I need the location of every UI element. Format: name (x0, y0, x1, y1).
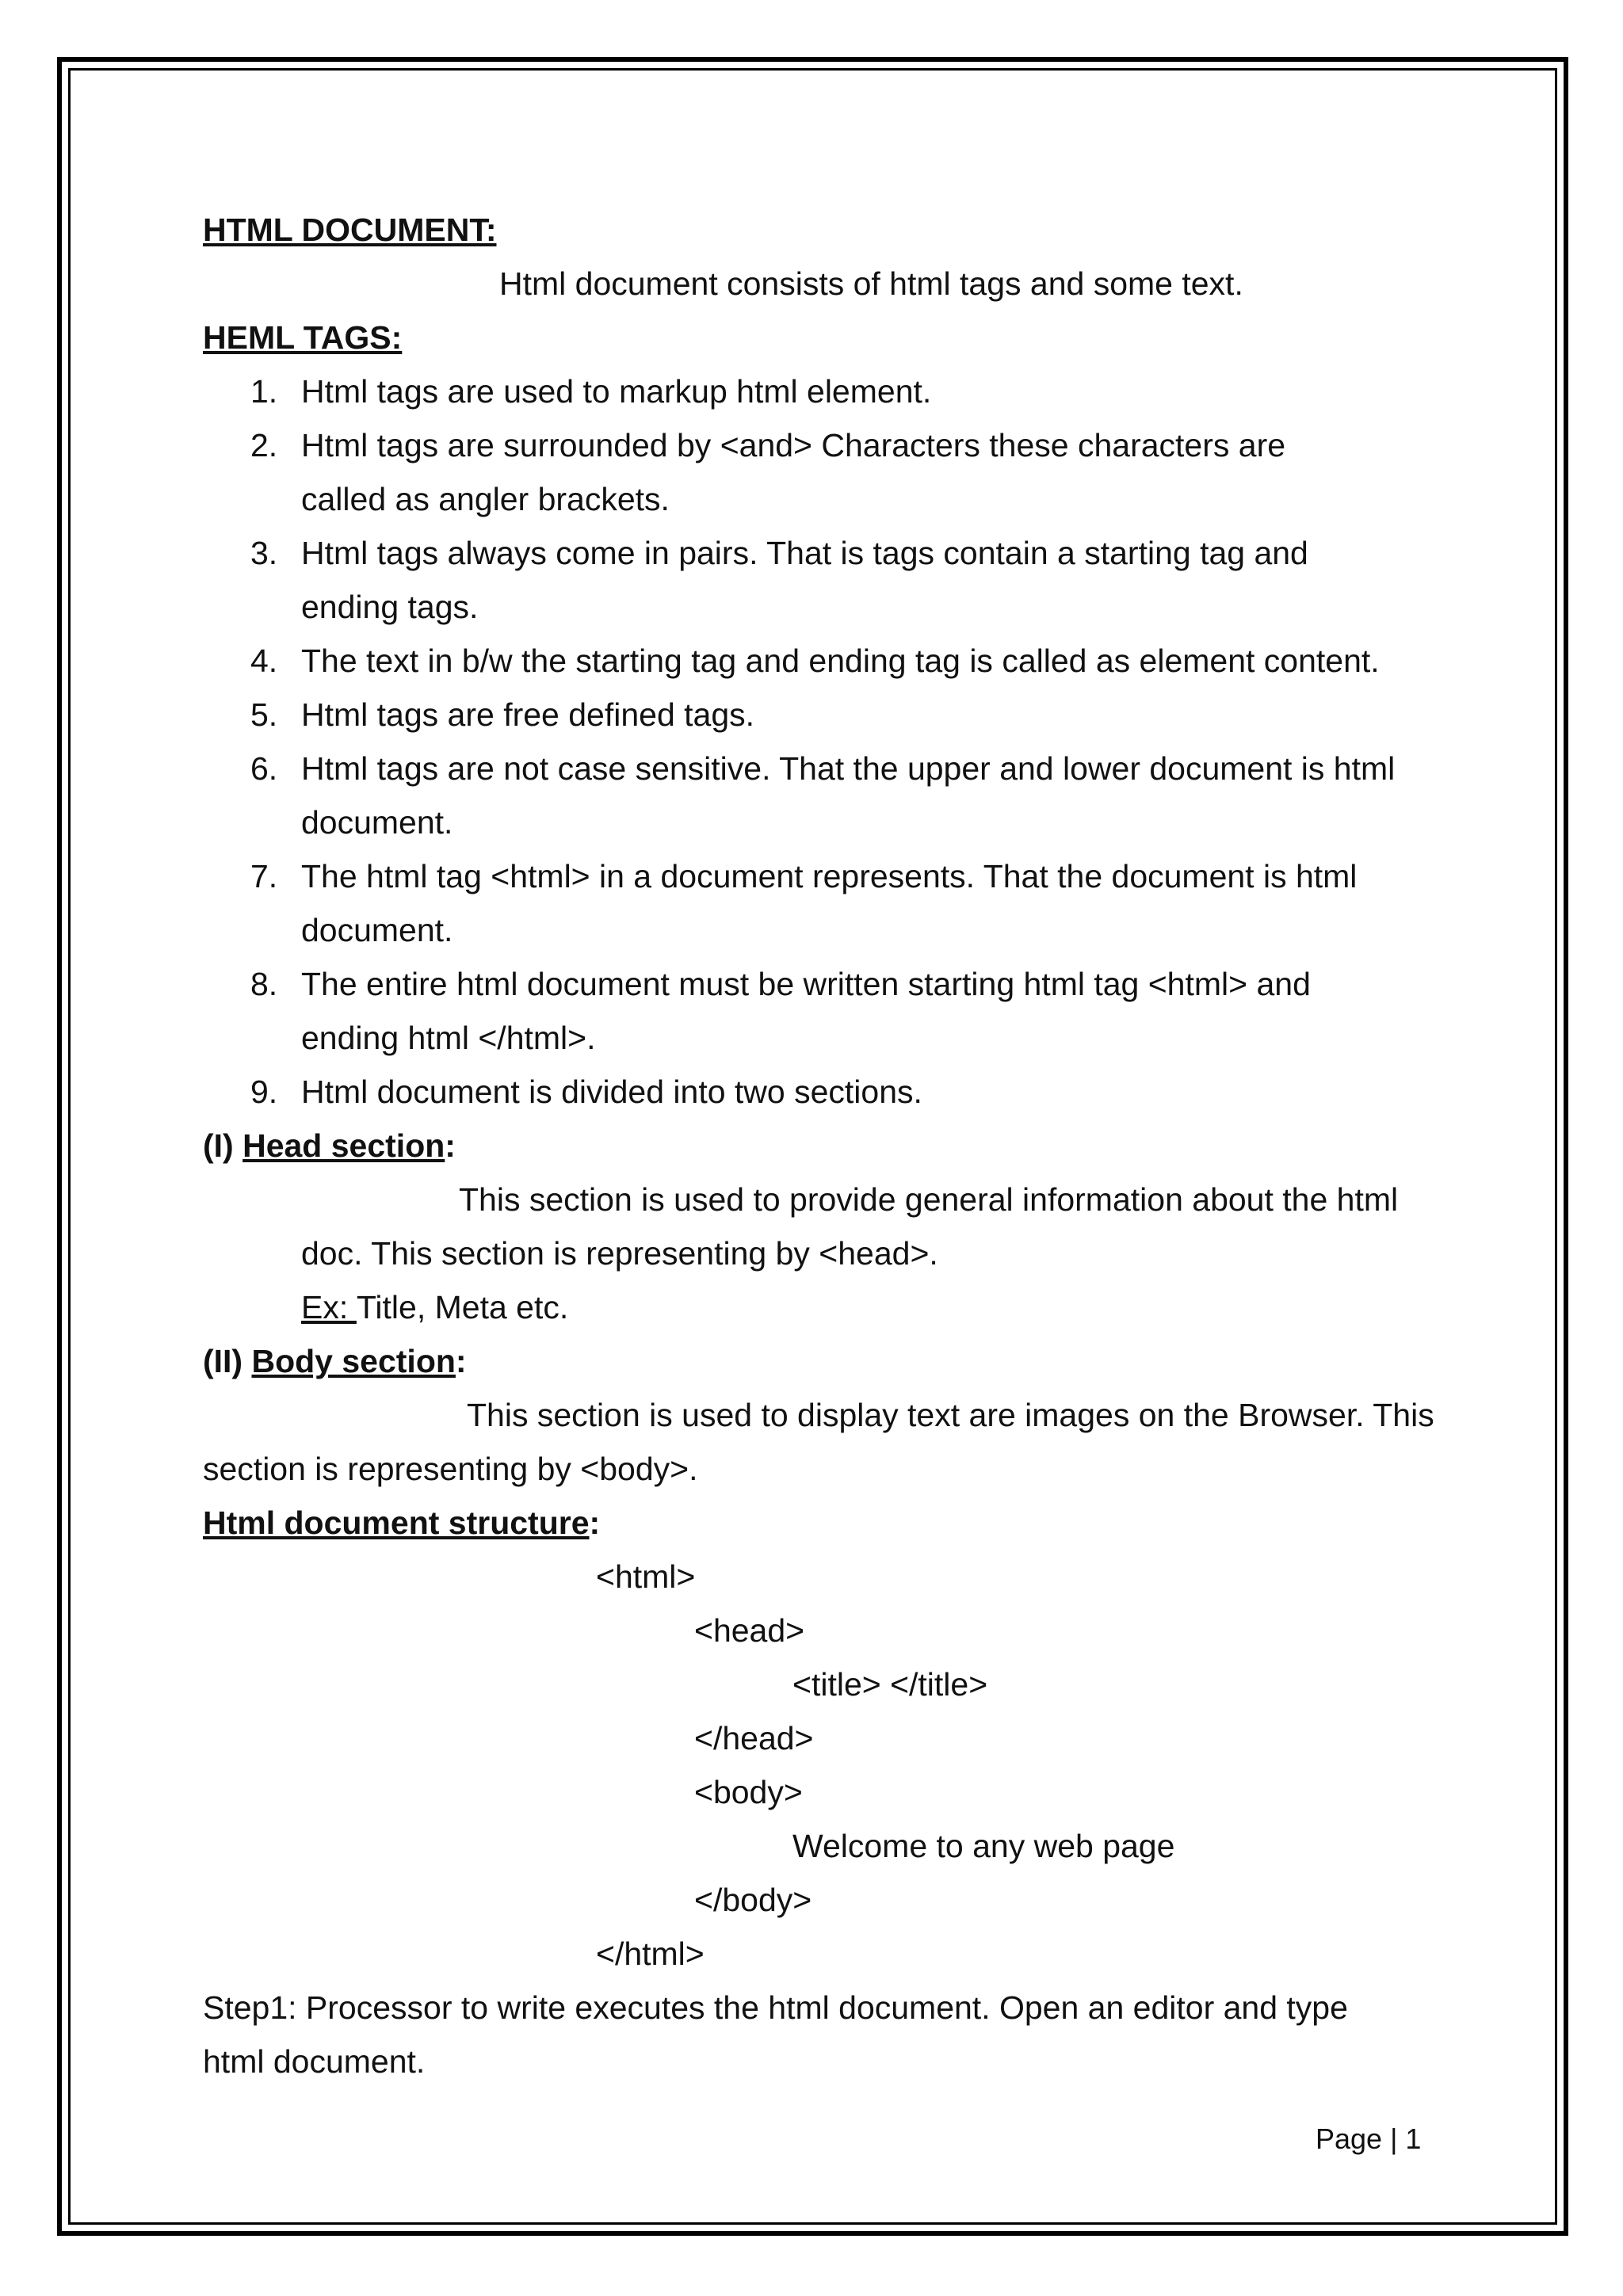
code-structure (203, 1550, 1503, 1981)
code-line-html-open: <html> (596, 1558, 696, 1595)
list-item (203, 418, 1503, 472)
list-number: 3. (250, 535, 278, 571)
list-number: 9. (250, 1074, 278, 1110)
list-number: 2. (250, 427, 278, 463)
list-text: The html tag <html> in a document represents. That the document is html (301, 858, 1358, 894)
list-item (203, 742, 1503, 795)
list-item (203, 364, 1503, 418)
code-line-html-close: </html> (596, 1936, 705, 1972)
list-number: 7. (250, 858, 278, 894)
code-line-body-open: <body> (694, 1774, 803, 1810)
list-text: Html tags are used to markup html element. (301, 373, 932, 410)
list-number: 6. (250, 750, 278, 787)
code-line-title: <title> </title> (792, 1666, 988, 1703)
head-section-prefix: (I) (203, 1127, 243, 1164)
list-item (203, 849, 1503, 903)
example-label: Ex: (301, 1289, 357, 1325)
list-text: Html tags are surrounded by <and> Characters these characters are (301, 427, 1286, 463)
list-text-continued: ending html </html>. (301, 1020, 596, 1056)
body-section-title: Body section (251, 1343, 456, 1379)
head-section-heading (203, 1119, 1503, 1173)
code-line-body-close: </body> (694, 1882, 812, 1918)
list-text: Html tags always come in pairs. That is tags contain a starting tag and (301, 535, 1308, 571)
structure-heading (203, 1496, 1503, 1550)
list-text-continued: document. (301, 804, 453, 841)
list-item (203, 634, 1503, 688)
step1-text: Step1: Processor to write executes the html document. Open an editor and type (203, 1989, 1348, 2026)
head-section-text-continued: doc. This section is representing by <head>. (301, 1235, 938, 1272)
body-section-text-continued: section is representing by <body>. (203, 1451, 698, 1487)
list-text: The text in b/w the starting tag and ending tag is called as element content. (301, 643, 1380, 679)
step1-text-continued: html document. (203, 2043, 426, 2080)
heading-heml-tags: HEML TAGS: (203, 319, 403, 356)
structure-title: Html document structure (203, 1505, 590, 1541)
list-text: Html tags are not case sensitive. That the upper and lower document is html (301, 750, 1396, 787)
code-line-body-content: Welcome to any web page (792, 1828, 1175, 1864)
list-text: Html tags are free defined tags. (301, 696, 755, 733)
list-number: 5. (250, 696, 278, 733)
list-number: 1. (250, 373, 278, 410)
page-number: Page | 1 (1316, 2122, 1422, 2155)
list-number: 8. (250, 966, 278, 1002)
document-body (203, 203, 1503, 2088)
example-text: Title, Meta etc. (356, 1289, 569, 1325)
list-item (203, 526, 1503, 580)
list-item (203, 688, 1503, 742)
head-section-colon: : (445, 1127, 456, 1164)
structure-colon: : (589, 1505, 601, 1541)
list-text-continued: document. (301, 912, 453, 948)
list-text: Html document is divided into two sections. (301, 1074, 922, 1110)
head-section-text: This section is used to provide general information about the html (459, 1181, 1399, 1218)
list-text-continued: called as angler brackets. (301, 481, 670, 517)
list-number: 4. (250, 643, 278, 679)
list-item (203, 957, 1503, 1011)
head-section-example (203, 1280, 1503, 1334)
code-line-head-close: </head> (694, 1720, 814, 1756)
tags-list (203, 364, 1503, 1119)
list-text: The entire html document must be written starting html tag <html> and (301, 966, 1311, 1002)
body-section-heading (203, 1334, 1503, 1388)
heading-html-document: HTML DOCUMENT: (203, 212, 497, 248)
intro-text: Html document consists of html tags and some text. (499, 265, 1243, 302)
head-section-title: Head section (242, 1127, 445, 1164)
body-section-colon: : (455, 1343, 467, 1379)
list-item (203, 1065, 1503, 1119)
list-text-continued: ending tags. (301, 589, 479, 625)
body-section-text: This section is used to display text are images on the Browser. This (467, 1397, 1434, 1433)
code-line-head-open: <head> (694, 1612, 805, 1649)
body-section-prefix: (II) (203, 1343, 252, 1379)
